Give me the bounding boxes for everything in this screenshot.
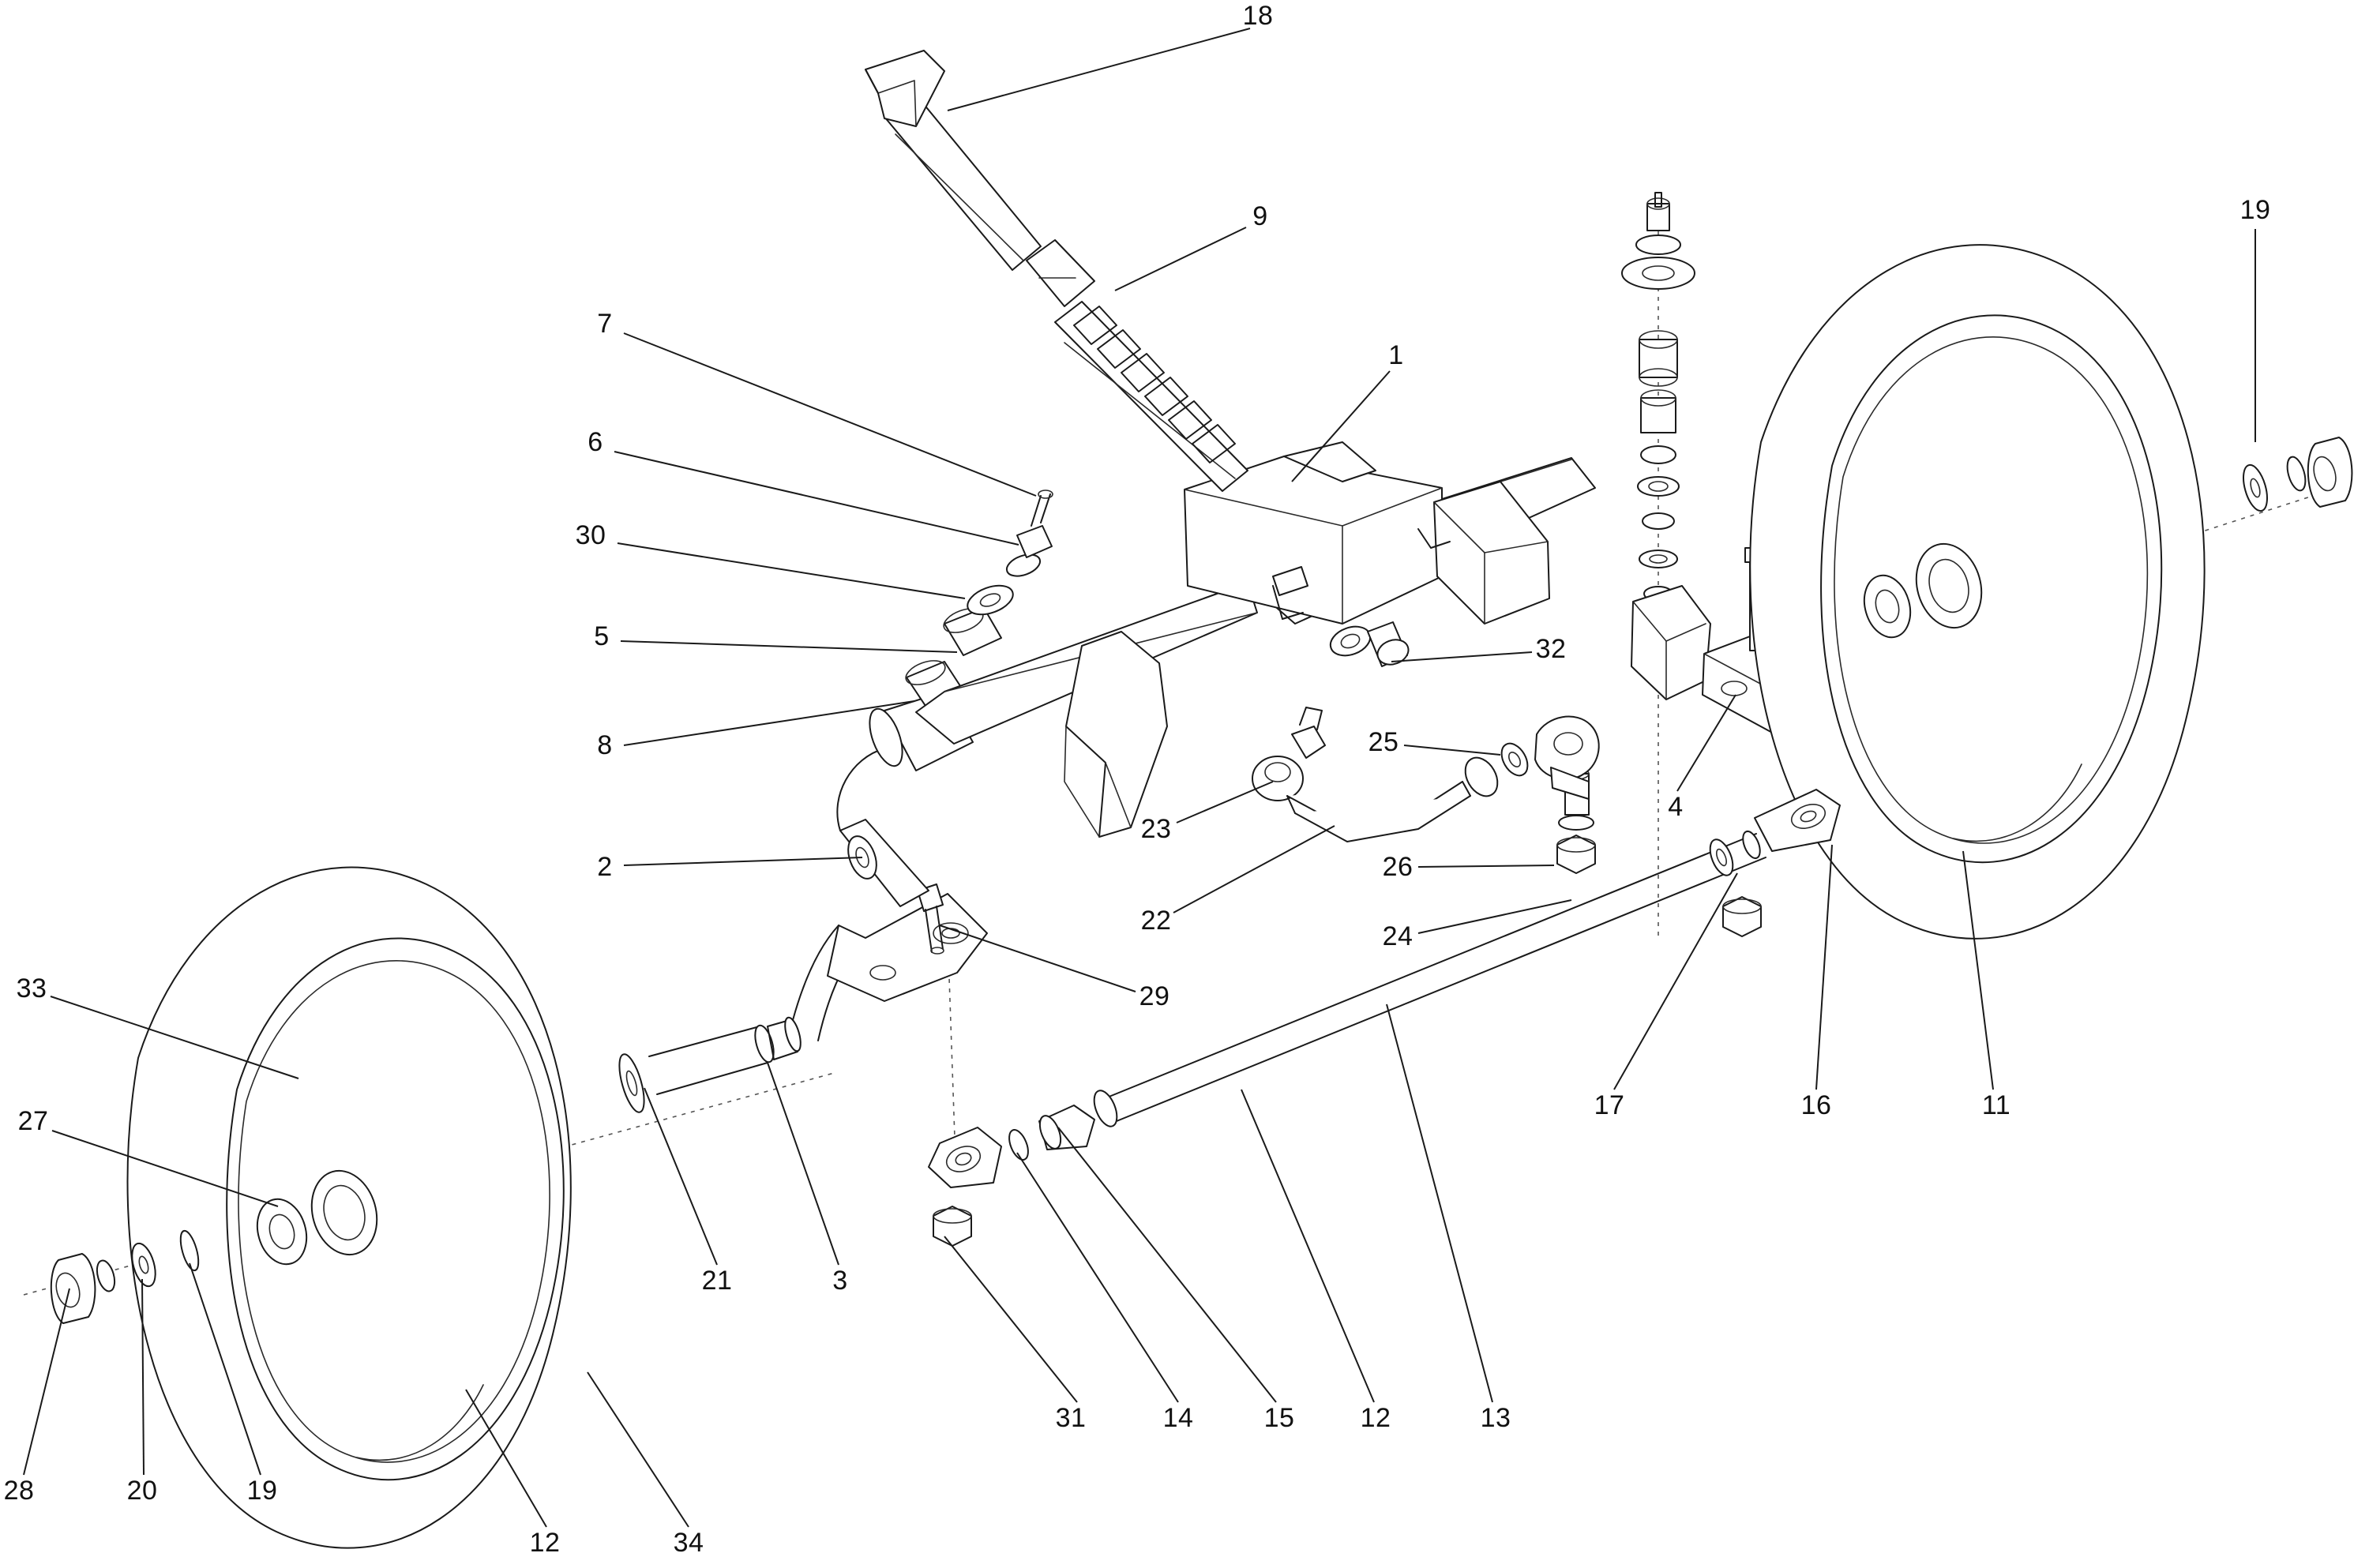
- left-steering-knuckle: [793, 692, 987, 1041]
- pitman-link: [1252, 707, 1599, 842]
- callout-label-12a: 12: [529, 1528, 561, 1558]
- callout-label-26: 26: [1382, 852, 1414, 882]
- callout-label-25: 25: [1368, 727, 1399, 757]
- leader-line-7: [624, 333, 1036, 496]
- callout-label-4: 4: [1668, 792, 1684, 822]
- callout-label-17: 17: [1594, 1090, 1625, 1120]
- callout-label-13: 13: [1480, 1403, 1511, 1433]
- callout-label-3: 3: [832, 1266, 848, 1296]
- leader-line-15: [1058, 1127, 1276, 1402]
- callout-label-28: 28: [3, 1476, 35, 1506]
- callout-label-20: 20: [126, 1476, 158, 1506]
- left-spindle: [614, 1016, 804, 1115]
- leader-line-23: [1177, 782, 1273, 823]
- callout-label-22: 22: [1140, 906, 1172, 936]
- leader-line-24: [1418, 900, 1571, 933]
- leader-line-9: [1115, 227, 1246, 291]
- callout-label-18: 18: [1242, 1, 1274, 31]
- callout-label-32: 32: [1535, 634, 1567, 664]
- callout-label-19l: 19: [246, 1476, 278, 1506]
- callout-label-15: 15: [1263, 1403, 1295, 1433]
- callout-label-27: 27: [17, 1106, 49, 1136]
- leader-line-13: [1387, 1004, 1492, 1402]
- leader-line-26: [1418, 865, 1554, 867]
- steering-column: [865, 51, 1248, 491]
- callout-label-9: 9: [1252, 201, 1268, 231]
- leader-line-31: [944, 1236, 1077, 1402]
- callout-label-19r: 19: [2239, 195, 2271, 225]
- leader-line-5: [621, 641, 957, 652]
- leader-line-17: [1614, 873, 1737, 1090]
- callout-label-14: 14: [1162, 1403, 1194, 1433]
- callout-label-7: 7: [597, 309, 613, 339]
- leader-line-3: [768, 1063, 839, 1265]
- callout-label-12b: 12: [1360, 1403, 1391, 1433]
- callout-label-31: 31: [1055, 1403, 1087, 1433]
- callout-label-29: 29: [1139, 981, 1170, 1011]
- callout-label-34: 34: [673, 1528, 704, 1558]
- leader-line-34: [588, 1372, 689, 1527]
- leader-line-22: [1173, 826, 1335, 913]
- leader-line-32: [1391, 652, 1532, 662]
- right-kingpin-stack: [1622, 193, 1695, 601]
- leader-line-28: [24, 1289, 69, 1475]
- callout-label-5: 5: [594, 621, 610, 651]
- leader-line-18: [948, 28, 1250, 111]
- leader-line-25: [1404, 745, 1500, 755]
- leader-line-16: [1816, 845, 1832, 1090]
- leader-line-21: [644, 1088, 717, 1265]
- leader-line-14: [1017, 1153, 1178, 1402]
- leader-line-4: [1677, 695, 1736, 791]
- callout-label-8: 8: [597, 730, 613, 760]
- callout-label-23: 23: [1140, 814, 1172, 844]
- callout-label-6: 6: [588, 427, 603, 457]
- leader-line-2: [624, 857, 862, 865]
- leader-line-30: [618, 543, 965, 598]
- callout-label-16: 16: [1800, 1090, 1832, 1120]
- right-wheel: [1750, 245, 2352, 939]
- callout-label-2: 2: [597, 852, 613, 882]
- callout-label-24: 24: [1382, 921, 1414, 951]
- callout-label-11: 11: [1981, 1090, 2011, 1120]
- left-wheel: [128, 868, 571, 1548]
- callout-label-21: 21: [701, 1266, 733, 1296]
- leader-line-12b: [1241, 1090, 1374, 1402]
- leader-line-29: [940, 925, 1136, 992]
- callout-label-1: 1: [1388, 340, 1404, 370]
- callout-label-30: 30: [575, 520, 606, 550]
- callout-label-33: 33: [16, 973, 47, 1003]
